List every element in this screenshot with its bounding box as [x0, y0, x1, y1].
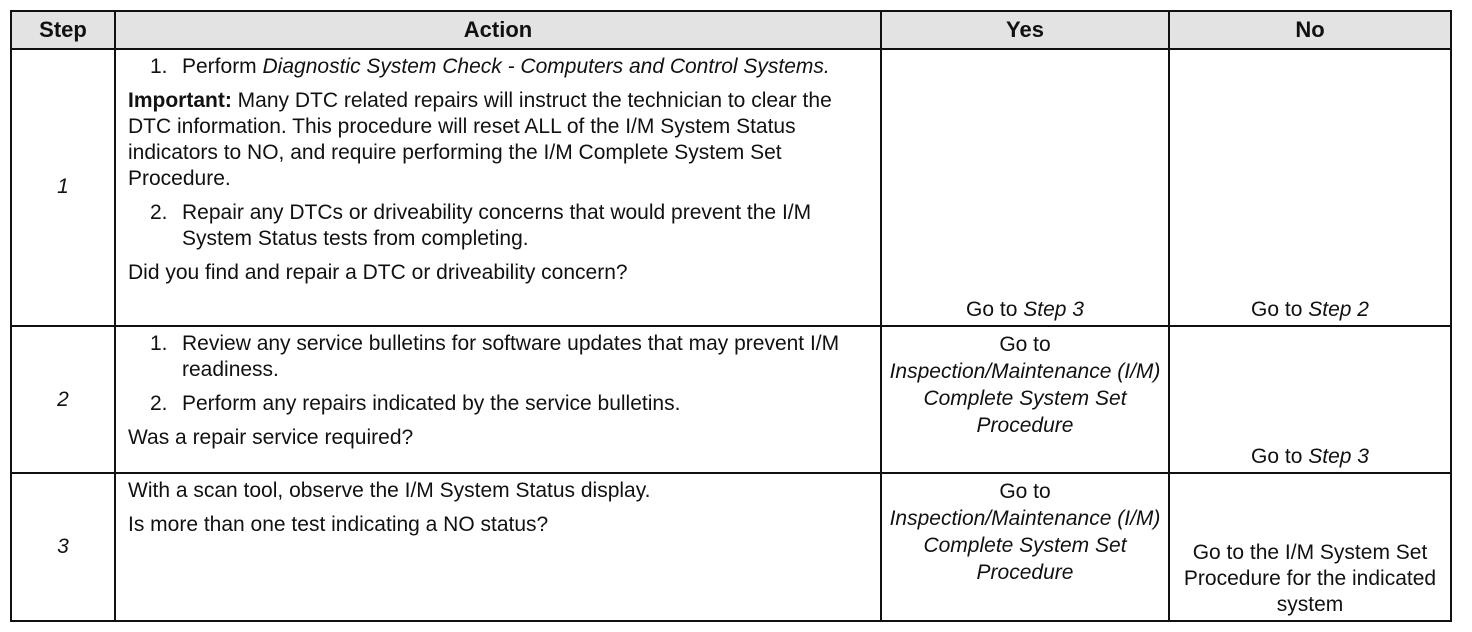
action-cell — [115, 326, 881, 474]
no-link[interactable]: Step 2 — [1308, 297, 1369, 321]
list-item — [128, 331, 862, 383]
no-link[interactable]: Step 3 — [1308, 445, 1369, 469]
header-step: Step — [11, 11, 115, 49]
yes-link[interactable]: Inspection/Maintenance (I/M) Complete System Set Procedure — [889, 507, 1161, 585]
item-number: 2. — [150, 391, 168, 415]
item-text: Review any service bulletins for software updates that may prevent I/M readiness. — [182, 331, 840, 381]
table-row — [11, 49, 1451, 326]
question-text: Was a repair service required? — [128, 425, 414, 449]
item-text: Perform any repairs indicated by the service bulletins. — [182, 391, 681, 415]
yes-link[interactable]: Inspection/Maintenance (I/M) Complete System Set Procedure — [889, 359, 1161, 437]
instruction-text: With a scan tool, observe the I/M System Status display. — [128, 479, 651, 503]
action-cell — [115, 473, 881, 621]
yes-prefix: Go to — [966, 297, 1024, 321]
item-number: 1. — [150, 331, 168, 355]
no-prefix: Go to — [1251, 297, 1309, 321]
yes-cell — [881, 326, 1169, 474]
yes-prefix: Go to — [999, 332, 1051, 356]
step-number: 1 — [11, 49, 115, 326]
important-label: Important: — [128, 89, 232, 112]
header-yes: Yes — [881, 11, 1169, 49]
list-item — [128, 54, 862, 80]
diagnostic-table — [10, 10, 1452, 622]
no-cell — [1169, 49, 1451, 326]
yes-action[interactable] — [882, 474, 1168, 586]
item-prefix: Perform — [182, 55, 263, 78]
table-row — [11, 326, 1451, 474]
question-text: Did you find and repair a DTC or driveability concern? — [128, 261, 628, 284]
no-prefix: Go to — [1251, 445, 1309, 469]
item-text — [182, 54, 862, 80]
header-no: No — [1169, 11, 1451, 49]
question-text: Is more than one test indicating a NO status? — [128, 513, 549, 537]
list-item — [128, 200, 862, 252]
list-item — [128, 391, 862, 417]
step-number: 2 — [11, 326, 115, 474]
step-number: 3 — [11, 473, 115, 621]
action-cell — [115, 49, 881, 326]
item-number: 1. — [150, 55, 168, 78]
yes-action[interactable] — [882, 327, 1168, 439]
no-cell — [1169, 326, 1451, 474]
table-row — [11, 473, 1451, 621]
yes-cell — [881, 473, 1169, 621]
important-text: Many DTC related repairs will instruct the technician to clear the DTC information. This procedure will reset ALL of the I/M System Status indicators to NO, and require performing the I/M Complete System Set Procedure. — [128, 89, 832, 190]
no-cell — [1169, 473, 1451, 621]
yes-cell — [881, 49, 1169, 326]
yes-link[interactable]: Step 3 — [1023, 297, 1084, 321]
no-action[interactable] — [1170, 444, 1450, 470]
header-row — [11, 11, 1451, 49]
yes-action[interactable] — [882, 297, 1168, 323]
yes-prefix: Go to — [999, 480, 1051, 504]
item-number: 2. — [150, 201, 168, 224]
no-action[interactable]: Go to the I/M System Set Procedure for the indicated system — [1183, 541, 1437, 616]
procedure-link[interactable]: Diagnostic System Check - Computers and Control Systems. — [262, 55, 830, 78]
item-text: Repair any DTCs or driveability concerns that would prevent the I/M System Status tests from completing. — [182, 201, 812, 250]
no-action[interactable] — [1170, 297, 1450, 323]
header-action: Action — [115, 11, 881, 49]
important-note — [128, 88, 862, 192]
